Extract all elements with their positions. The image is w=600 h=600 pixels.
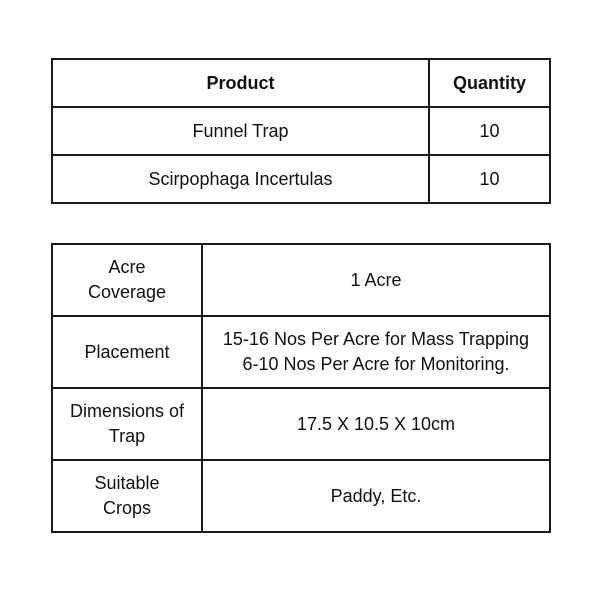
spec-label-placement	[52, 316, 202, 388]
spec-label-suitable-crops	[52, 460, 202, 532]
product-cell: Scirpophaga Incertulas	[52, 155, 429, 203]
spec-value-dimensions	[202, 388, 550, 460]
spec-label-acre-coverage	[52, 244, 202, 316]
spec-value-acre-coverage	[202, 244, 550, 316]
spec-value-suitable-crops	[202, 460, 550, 532]
spec-value-line: 1 Acre	[350, 269, 402, 290]
spec-label-line: Placement	[84, 341, 170, 362]
specs-table	[51, 243, 551, 533]
spec-label-line: Dimensions of	[69, 401, 185, 421]
header-quantity: Quantity	[429, 59, 550, 107]
spec-value-line: 6-10 Nos Per Acre for Monitoring.	[242, 354, 510, 374]
table-row	[52, 316, 550, 388]
spec-label-line: Trap	[108, 426, 146, 446]
quantity-cell: 10	[429, 155, 550, 203]
table-row	[52, 388, 550, 460]
table-row	[52, 107, 550, 155]
spec-label-dimensions	[52, 388, 202, 460]
table-row	[52, 460, 550, 532]
table-row	[52, 155, 550, 203]
spec-value-line: Paddy, Etc.	[330, 485, 422, 506]
products-table	[51, 58, 551, 204]
spec-value-line: 17.5 X 10.5 X 10cm	[296, 413, 456, 434]
spec-label-line: Coverage	[87, 282, 167, 302]
product-cell: Funnel Trap	[52, 107, 429, 155]
spec-label-line: Acre	[108, 257, 146, 277]
header-product: Product	[52, 59, 429, 107]
spec-label-line: Crops	[102, 498, 151, 518]
table-row	[52, 244, 550, 316]
quantity-cell: 10	[429, 107, 550, 155]
spec-value-line: 15-16 Nos Per Acre for Mass Trapping	[222, 329, 530, 349]
spec-label-line: Suitable	[94, 473, 160, 493]
spec-value-placement	[202, 316, 550, 388]
table-header-row	[52, 59, 550, 107]
